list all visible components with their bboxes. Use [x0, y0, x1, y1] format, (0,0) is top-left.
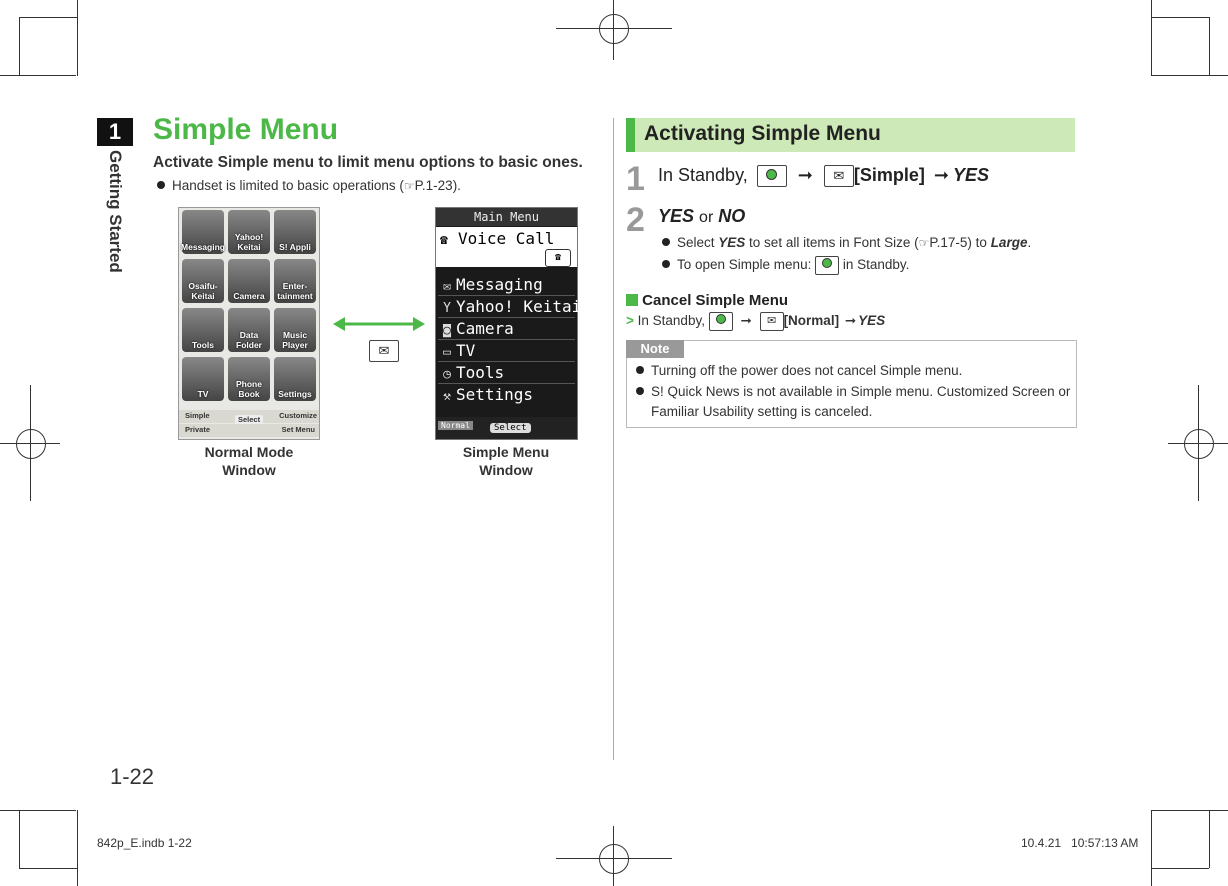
crop-mark	[1151, 75, 1228, 76]
softkey-simple: Simple	[185, 411, 210, 420]
section-title: Activating Simple Menu	[644, 122, 881, 145]
registration-target	[556, 858, 672, 859]
softkey-select: Select	[235, 415, 263, 424]
arrow-icon: ➞	[797, 165, 813, 185]
cancel-steps: > In Standby, ➞ ✉ [Normal] ➞ YES	[626, 312, 885, 331]
column-divider	[613, 118, 614, 760]
registration-target	[16, 429, 46, 459]
step-2-text: YES or NO	[658, 206, 746, 226]
menu-item-settings: ⚒ Settings	[438, 384, 575, 405]
footer-file: 842p_E.indb 1-22	[97, 836, 192, 850]
note-item: Turning off the power does not cancel Simple menu.	[636, 363, 962, 378]
menu-tile-phone-book: Phone Book	[228, 357, 270, 401]
softkey-normal: Normal	[438, 421, 473, 430]
registration-target	[613, 826, 614, 886]
menu-item-tools: ◷ Tools	[438, 362, 575, 384]
registration-target	[613, 0, 614, 60]
menu-item-tv: ▭ TV	[438, 340, 575, 362]
menu-tile-camera: Camera	[228, 259, 270, 303]
arrow-icon: ➞	[740, 313, 752, 329]
arrow-icon: ➞	[933, 165, 949, 185]
crop-mark	[0, 75, 76, 76]
crop-mark	[1209, 17, 1210, 76]
section-header	[626, 118, 1075, 152]
step-1	[626, 160, 645, 199]
bullet-item: Handset is limited to basic operations (☞P.1-23).	[157, 178, 461, 193]
crop-mark	[1151, 810, 1152, 886]
crop-mark	[0, 810, 76, 811]
registration-target	[599, 844, 629, 874]
camera-icon: ◙	[443, 323, 451, 338]
step-number: 1	[626, 160, 645, 198]
crop-mark	[77, 0, 78, 76]
phone-key-icon: ☎	[545, 249, 571, 267]
menu-tile-music-player: Music Player	[274, 308, 316, 352]
menu-item-messaging: ✉ Messaging	[438, 274, 575, 296]
mail-key-icon: ✉	[369, 340, 399, 362]
crop-mark	[1151, 810, 1228, 811]
crop-mark	[1151, 17, 1209, 18]
mail-key-icon: ✉	[760, 312, 784, 331]
registration-target	[599, 14, 629, 44]
note-item-continued: Familiar Usability setting is canceled.	[651, 404, 873, 419]
crop-mark	[19, 810, 20, 868]
note-label: Note	[626, 340, 684, 358]
arrow-icon: ➞	[844, 313, 857, 329]
page-number: 1-22	[110, 764, 155, 789]
footer-timestamp: 10.4.21 10:57:13 AM	[1021, 836, 1139, 850]
caption-normal-mode: Normal Mode Window	[204, 444, 294, 478]
softkey-bar-top	[179, 410, 319, 423]
envelope-icon: ✉	[443, 279, 451, 294]
mail-key-icon: ✉	[824, 165, 854, 187]
section-accent	[626, 118, 635, 152]
step-2	[626, 201, 645, 240]
crop-mark	[19, 868, 77, 869]
registration-target	[556, 28, 672, 29]
menu-tile-osaifu: Osaifu-Keitai	[182, 259, 224, 303]
simple-menu-screen	[435, 207, 582, 440]
chapter-number: 1	[97, 118, 133, 146]
menu-tile-settings: Settings	[274, 357, 316, 401]
bullet-item: Select YES to set all items in Font Size (☞P.17-5) to Large.	[662, 235, 1031, 250]
crop-mark	[1151, 0, 1152, 76]
crop-mark	[19, 17, 77, 18]
menu-tile-tv: TV	[182, 357, 224, 401]
crop-mark	[77, 810, 78, 886]
softkey-set-menu: Set Menu	[281, 425, 315, 434]
center-key-icon	[815, 256, 839, 275]
registration-target	[30, 385, 31, 501]
chapter-label: Getting Started	[106, 150, 125, 273]
wrench-icon: ⚒	[443, 389, 451, 404]
softkey-customize: Customize	[279, 411, 317, 420]
page-title: Simple Menu	[153, 113, 339, 146]
crop-mark	[19, 17, 20, 76]
menu-tile-messaging: Messaging	[182, 210, 224, 254]
lead-text: Activate Simple menu to limit menu options to basic ones.	[153, 154, 583, 171]
page-reference-link[interactable]: P.1-23	[414, 178, 453, 193]
menu-tile-yahoo: Yahoo! Keitai	[228, 210, 270, 254]
center-key-icon	[709, 312, 733, 331]
softkey-private: Private	[185, 425, 211, 434]
softkey-select: Select	[490, 423, 531, 433]
menu-item-yahoo: Y Yahoo! Keitai	[438, 296, 575, 318]
menu-tile-entertainment: Enter-tainment	[274, 259, 316, 303]
registration-target	[1198, 385, 1199, 501]
screen-title: Main Menu	[436, 208, 577, 226]
chevron-right-icon: >	[626, 313, 634, 329]
menu-tile-sappli: S! Appli	[274, 210, 316, 254]
menu-item-voice-call: ☎ Voice Call ☎	[436, 227, 577, 267]
crop-mark	[1151, 868, 1209, 869]
square-bullet-icon	[626, 294, 638, 306]
yahoo-icon: Y	[443, 301, 451, 316]
page-reference-link[interactable]: P.17-5	[929, 235, 968, 250]
menu-tile-tools: Tools	[182, 308, 224, 352]
phone-icon: ☎	[440, 233, 448, 248]
step-1-text: In Standby, ➞ ✉ [Simple] ➞ YES	[658, 165, 989, 187]
menu-tile-data-folder: Data Folder	[228, 308, 270, 352]
bullet-item: To open Simple menu: in Standby.	[662, 256, 909, 275]
note-item: S! Quick News is not available in Simple menu. Customized Screen or	[636, 384, 1070, 399]
softkey-bar-bottom	[179, 424, 319, 437]
subheading: Cancel Simple Menu	[626, 292, 788, 309]
normal-mode-screen	[178, 207, 320, 440]
reference-pointer-icon: ☞	[918, 236, 930, 250]
tv-icon: ▭	[443, 345, 451, 360]
caption-simple-menu: Simple Menu Window	[462, 444, 550, 478]
double-arrow-icon	[333, 314, 425, 334]
center-key-icon	[757, 165, 787, 187]
softkey-bar	[436, 417, 577, 439]
crop-mark	[1209, 810, 1210, 868]
step-number: 2	[626, 201, 645, 239]
registration-target	[1184, 429, 1214, 459]
clock-icon: ◷	[443, 367, 451, 382]
reference-pointer-icon: ☞	[403, 179, 415, 193]
menu-item-camera: ◙ Camera	[438, 318, 575, 340]
bullet-dot	[157, 181, 165, 189]
